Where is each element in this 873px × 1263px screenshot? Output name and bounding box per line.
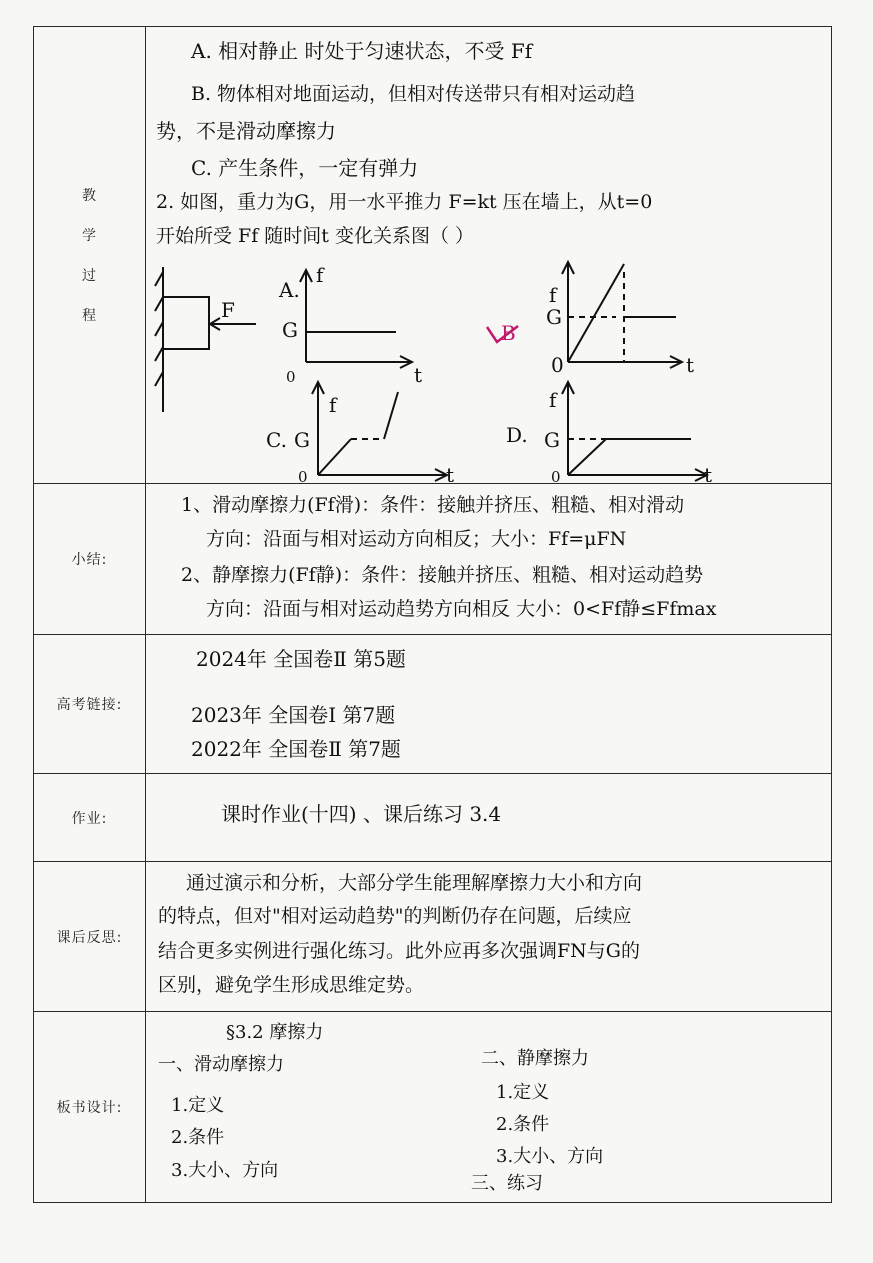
row-exam-links: [34, 635, 832, 774]
graph-c-y-label: f: [329, 393, 337, 417]
board-left-item: 1.定义: [171, 1095, 225, 1116]
graph-c-x-label: t: [446, 463, 455, 482]
handwritten-line: 1、滑动摩擦力(Ff滑)：条件：接触并挤压、粗糙、相对滑动: [181, 494, 685, 516]
option-a-label: A.: [279, 278, 300, 302]
handwritten-line: 区别，避免学生形成思维定势。: [158, 974, 425, 996]
row-teaching-process: [34, 27, 832, 484]
handwritten-line: 2. 如图，重力为G，用一水平推力 F=kt 压在墙上，从t=0: [156, 191, 653, 213]
graph-d-g-label: G: [544, 428, 560, 452]
graph-a-y-label: f: [316, 263, 324, 287]
graph-a-g-label: G: [282, 318, 298, 342]
graph-b-y-label: f: [549, 283, 557, 307]
exam-item: 2024年 全国卷Ⅱ 第5题: [196, 647, 406, 671]
board-left-item: 3.大小、方向: [171, 1160, 279, 1181]
board-right-item: 1.定义: [496, 1082, 550, 1103]
graph-b-g-label: G: [546, 305, 562, 329]
homework-text: 课时作业(十四) 、课后练习 3.4: [221, 802, 502, 826]
board-right-item: 二、静摩擦力: [481, 1048, 589, 1069]
label-char: 程: [82, 308, 97, 324]
exam-item: 2023年 全国卷Ⅰ 第7题: [191, 703, 396, 727]
handwritten-line: 2、静摩擦力(Ff静)：条件：接触并挤压、粗糙、相对运动趋势: [181, 564, 704, 586]
label-board-design: 板书设计:: [34, 1012, 146, 1203]
option-d-label: D.: [506, 423, 528, 447]
label-char: 教: [82, 188, 97, 204]
handwritten-line: 开始所受 Ff 随时间t 变化关系图（ ）: [156, 225, 475, 247]
board-right-item: 2.条件: [496, 1114, 550, 1135]
force-label: F: [221, 298, 235, 322]
graph-d: [562, 382, 707, 481]
option-c-label: C.: [266, 428, 287, 452]
graph-a-origin: 0: [286, 368, 296, 386]
label-exam-links: 高考链接:: [34, 635, 146, 774]
board-left-item: 2.条件: [171, 1127, 225, 1148]
graph-d-y-label: f: [549, 388, 557, 412]
handwritten-line: 通过演示和分析，大部分学生能理解摩擦力大小和方向: [186, 872, 643, 894]
board-right-item: 三、练习: [471, 1173, 543, 1194]
label-reflection: 课后反思:: [34, 862, 146, 1012]
handwritten-line: 势，不是滑动摩擦力: [156, 119, 336, 143]
board-right-item: 3.大小、方向: [496, 1146, 604, 1167]
exam-item: 2022年 全国卷Ⅱ 第7题: [191, 737, 401, 761]
row-reflection: [34, 862, 832, 1012]
handwritten-line: A. 相对静止 时处于匀速状态，不受 Ff: [191, 39, 533, 63]
option-b-label: B: [501, 321, 516, 345]
reflection-content: [146, 862, 832, 1012]
board-content: [146, 1012, 832, 1203]
label-teaching-process: [34, 27, 146, 484]
summary-content: [146, 484, 832, 635]
label-char: 过: [82, 268, 97, 284]
handwritten-line: C. 产生条件，一定有弹力: [191, 156, 419, 180]
graph-a-x-label: t: [414, 363, 423, 387]
exam-content: [146, 635, 832, 774]
graph-c-g-label: G: [294, 428, 310, 452]
graph-b-origin: 0: [551, 353, 564, 377]
row-board-design: [34, 1012, 832, 1203]
graph-d-x-label: t: [704, 463, 713, 482]
handwritten-line: 的特点，但对"相对运动趋势"的判断仍存在问题，后续应: [158, 905, 632, 927]
row-homework: [34, 774, 832, 862]
row-summary: [34, 484, 832, 635]
process-content: [146, 27, 832, 484]
friction-figure: [146, 242, 830, 482]
handwritten-line: 方向：沿面与相对运动趋势方向相反 大小：0<Ff静≤Ffmax: [206, 598, 717, 620]
graph-b-x-label: t: [686, 353, 695, 377]
label-homework: 作业:: [34, 774, 146, 862]
label-summary: 小结:: [34, 484, 146, 635]
homework-content: [146, 774, 832, 862]
graph-d-origin: 0: [551, 468, 561, 482]
board-left-item: 一、滑动摩擦力: [158, 1054, 284, 1075]
graph-c-origin: 0: [298, 468, 308, 482]
label-char: 学: [82, 228, 97, 244]
wall-block-diagram: [155, 267, 256, 412]
handwritten-line: B. 物体相对地面运动，但相对传送带只有相对运动趋: [191, 83, 636, 105]
handwritten-line: 方向：沿面与相对运动方向相反；大小：Ff=μFN: [206, 528, 627, 550]
lesson-plan-table: [33, 26, 832, 1203]
board-title: §3.2 摩擦力: [226, 1022, 324, 1043]
graph-b: [562, 262, 682, 368]
handwritten-line: 结合更多实例进行强化练习。此外应再多次强调FN与G的: [158, 940, 640, 962]
